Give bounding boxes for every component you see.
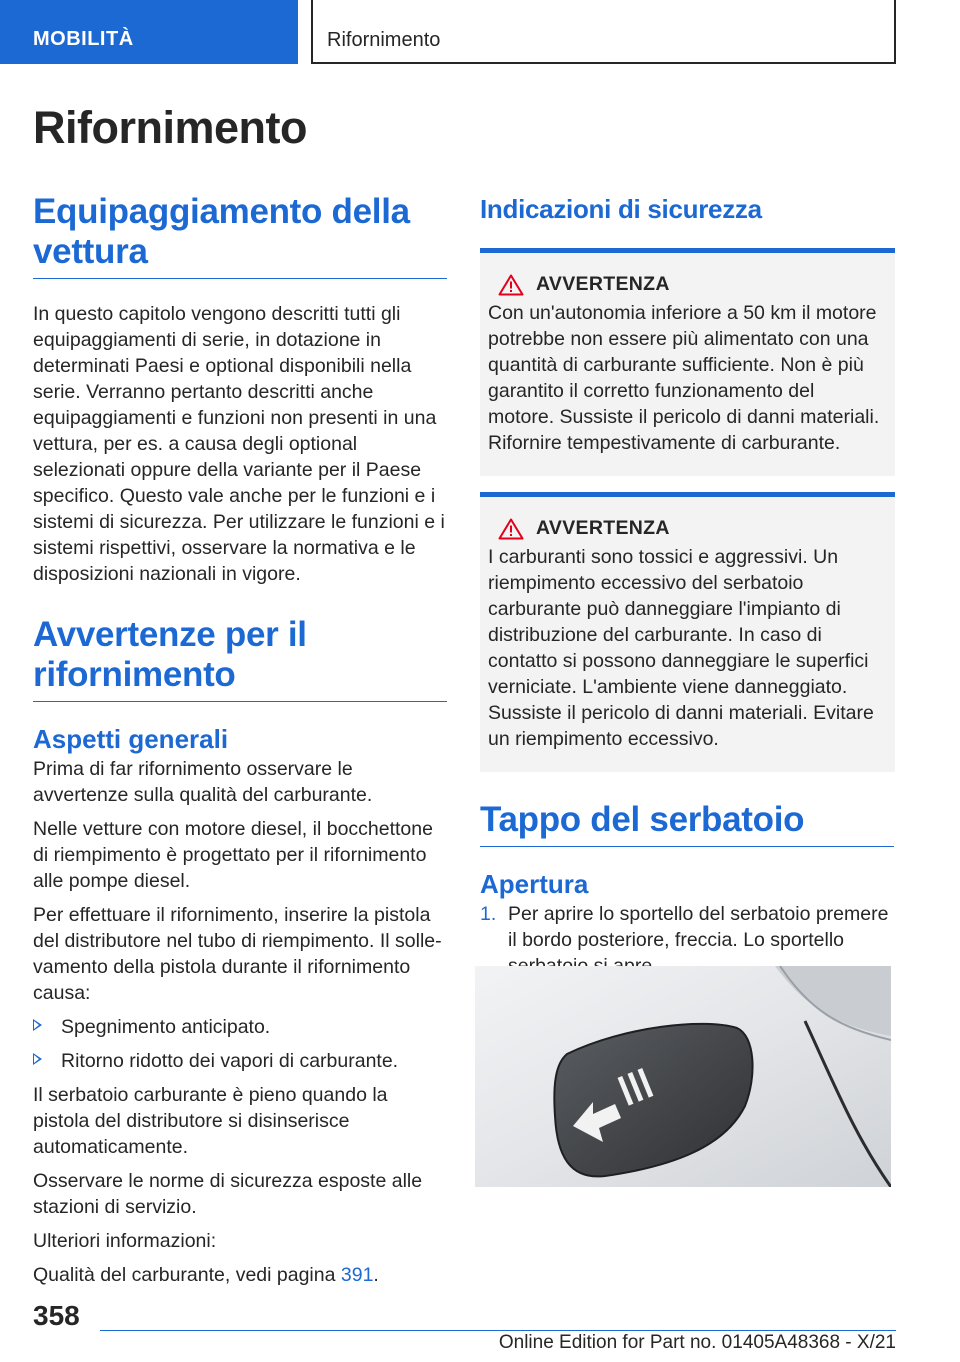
paragraph-nozzle: Per effettuare il rifornimento, inserire la pistola del distributore nel tubo di riempimento. Il sollevamento della pistola durante il rifornimento causa: (33, 904, 442, 1004)
section-tab (0, 0, 298, 64)
warning-text: Con un'autonomia inferiore a 50 km il motore potrebbe non essere più alimentato con una quantità di carburante sufficiente. Non è più garantito il corretto funzionamento del motore. Sussiste il pericolo di danni materiali. Rifornire tempestivamente di carburante. (488, 302, 880, 454)
bullet-triangle-icon (33, 1053, 42, 1065)
warning-box (480, 492, 895, 772)
warning-box (480, 248, 895, 476)
paragraph-fuel-quality: Prima di far rifornimento osservare le avvertenze sulla qualità del carburante. (33, 758, 373, 806)
paragraph-safety-rules: Osservare le norme di sicurezza esposte alle stazioni di servizio. (33, 1170, 423, 1218)
step-number: 1. (480, 903, 497, 925)
paragraph-tank-full: Il serbatoio carburante è pieno quando la pistola del distributore si disinserisce automaticamente. (33, 1084, 388, 1158)
section-title-equipment: Equipaggiamento della vettura (33, 192, 447, 279)
page-link-391[interactable]: 391 (340, 1264, 374, 1286)
warning-header (488, 517, 885, 540)
fuel-flap-illustration (475, 966, 891, 1187)
section-title-refuel-notes: Avvertenze per il rifornimento (33, 615, 447, 702)
paragraph-diesel: Nelle vetture con motore diesel, il bocchettone di riempimento è progettato per il rifornimento alle pompe diesel. (33, 818, 433, 892)
section-title-fuel-cap: Tappo del serbatoio (480, 800, 894, 847)
left-column (33, 192, 447, 1296)
section-title-safety: Indicazioni di sicurezza (480, 194, 762, 224)
list-item-text: Spegnimento anticipato. (61, 1016, 271, 1038)
paragraph-cross-reference (33, 1262, 447, 1288)
equipment-paragraph: In questo capitolo vengono descritti tutti gli equipaggiamenti di serie, in dotazione in determinati Paesi e optional disponibili nella serie. Verranno pertanto descritti anche equipaggiamenti e funzioni non presenti in una vettura, per es. a causa degli optional selezionati oppure della variante per il Paese specifico. Questo vale anche per le funzioni e i sistemi di sicurezza. Per utilizzare le funzioni e i sistemi rispettivi, osservare la normativa e le disposizioni nazionali in vigore. (33, 303, 445, 585)
list-item-text: Ritorno ridotto dei vapori di carburante. (61, 1050, 399, 1072)
chapter-header (311, 0, 896, 64)
fuel-flap-photo (475, 966, 891, 1187)
page-number: 358 (33, 1300, 80, 1331)
bullet-triangle-icon (33, 1019, 42, 1031)
warning-label: AVVERTENZA (536, 517, 670, 539)
list-item (33, 1014, 447, 1040)
page-title: Rifornimento (33, 102, 307, 153)
edition-note: Online Edition for Part no. 01405A48368 - X/21 (498, 1332, 896, 1353)
right-column (480, 192, 894, 987)
list-item (33, 1048, 447, 1074)
warning-triangle-icon (498, 274, 524, 296)
cross-reference-end: . (373, 1264, 379, 1286)
step-text: Per aprire lo sportello del serbatoio premere il bordo posteriore, freccia. Lo sportello (508, 903, 889, 951)
subsection-general: Aspetti generali (33, 724, 229, 754)
footer-divider (100, 1330, 896, 1331)
subsection-opening: Apertura (480, 869, 589, 899)
cross-reference-text: Qualità del carburante, vedi pagina (33, 1264, 341, 1286)
warning-header (488, 273, 885, 296)
warning-label: AVVERTENZA (536, 273, 670, 295)
chapter-label: Rifornimento (327, 29, 441, 51)
warning-text: I carburanti sono tossici e aggressivi. Un riempimento eccessivo del serbatoio carburante può danneggiare l'impianto di distribuzione del carburante. In caso di contatto si possono danneggiare le superfici verniciate. L'ambiente viene danneggiato. Sussiste il pericolo di danni materiali. Evitare un riempimento eccessivo. (488, 546, 874, 750)
warning-triangle-icon (498, 518, 524, 540)
section-label: MOBILITÀ (33, 28, 134, 50)
paragraph-more-info: Ulteriori informazioni: (33, 1230, 217, 1252)
